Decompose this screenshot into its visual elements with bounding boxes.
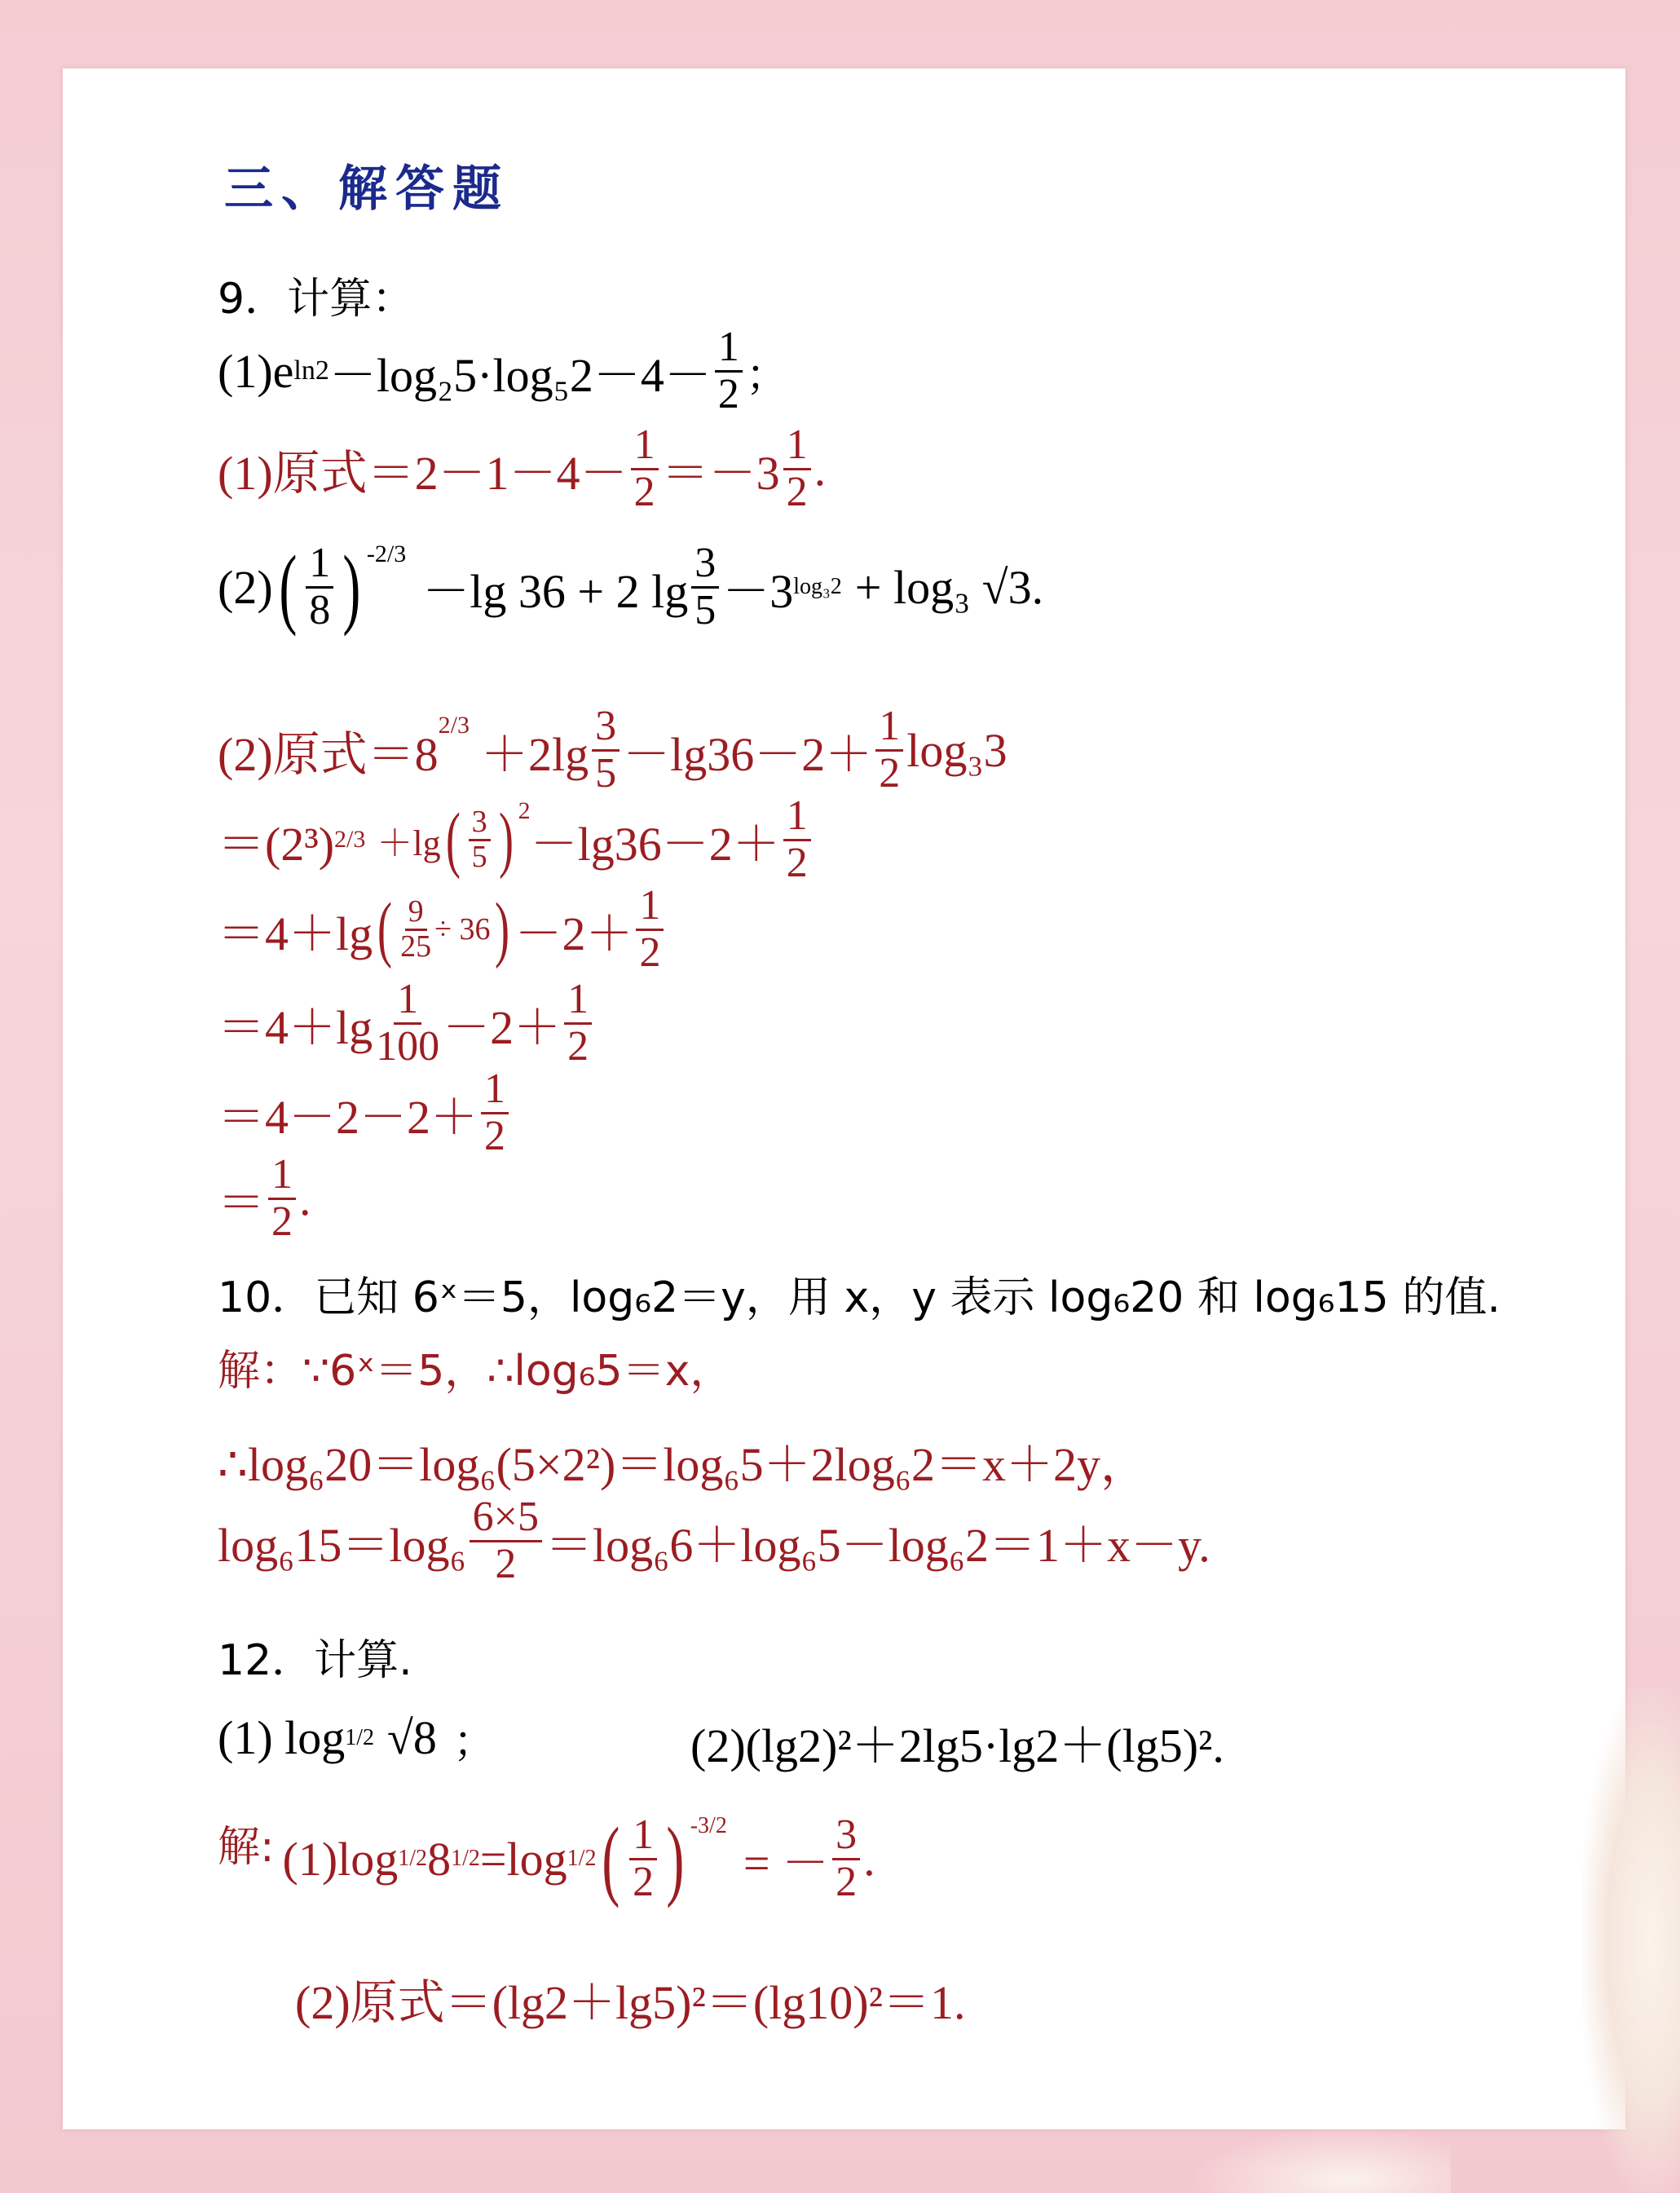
q9-label [218,264,414,325]
section-title: 三、解答题 [224,161,509,218]
q12-answer2: (2)原式＝(lg2＋lg5)²＝(lg10)²＝1. [295,1976,966,2029]
q12-label: 12．计算. [218,1636,412,1685]
q9-answer2-line4: ＝4＋lg $\frac{1}{100}$ －2＋ $\frac{1}{2}$ [218,977,595,1069]
q9-p2-mid: －lg 36 + 2 lg [422,565,689,619]
q9-p2-end: + log₃ √3. [854,560,1044,614]
fraction-one-eighth: $\frac{1}{8}$ [306,541,333,633]
flower-decoration-bottom [1190,2128,1451,2193]
fraction-half: $\frac{1}{2}$ [631,423,659,514]
q9-answer2-line2: ＝(2³) 2/3 ＋lg ( $\frac{3}{5}$ ) 2 －lg36－2＋ $\frac{1}{2}$ [218,794,814,885]
q12-answer1: 解: (1)log 1/2 8 1/2 =log 1/2 ( $\frac{1}{2}$ ) -3/2 = － $\frac{3}{2}$ . [218,1809,875,1909]
q12-part1: (1) log 1/2 √8 ； [218,1711,496,1767]
q9-a1-end: . [814,442,827,496]
q9-a1-lead: (1)原式＝2－1－4－ [218,447,628,501]
q9-answer2-line1: (2)原式＝8 2/3 ＋2lg $\frac{3}{5}$ －lg36－2＋ $\frac{1}{2}$ log₃3 [218,703,1008,796]
q12-part2: (2)(lg2)²＋2lg5·lg2＋(lg5)². [690,1719,1224,1772]
q9-a1-mid: ＝－3 [661,447,780,501]
q9-p1-text: (1)e [218,344,294,398]
q9-answer2-line3: ＝4＋lg ( $\frac{9}{25}$ ÷ 36 ) －2＋ $\frac{1}{2}$ [218,884,667,975]
q9-p1-end: ； [745,351,788,400]
q10-solution-line1: 解：∵6ˣ＝5，∴log₆5＝x， [218,1347,733,1396]
fraction-three-fifths: $\frac{3}{5}$ [691,541,719,633]
worksheet-page [63,68,1625,2129]
q9-answer2-line5: ＝4－2－2＋ $\frac{1}{2}$ [218,1067,512,1158]
q9-p2-pow: －3 [722,565,794,619]
q10-solution-line3: log₆15＝log₆ $\frac{6\times 5}{2}$ ＝log₆6＋log₆5－log₆2＝1＋x－y. [218,1494,1210,1587]
q9-answer2-line6: ＝ $\frac{1}{2}$ . [218,1151,311,1245]
q9-answer1 [218,423,826,514]
q10-solution-line2: ∴log₆20＝log₆(5×2²)＝log₆5＋2log₆2＝x＋2y， [218,1438,1148,1491]
fraction-half: $\frac{1}{2}$ [715,325,743,417]
q10-label: 10．已知 6ˣ＝5，log₆2＝y，用 x，y 表示 log₆20 和 log₆15 的值. [218,1273,1501,1322]
fraction-half: $\frac{1}{2}$ [783,423,811,514]
q9-part1: (1)e ln2 －log₂5·log₅2－4－ $\frac{1}{2}$ ； [218,324,788,417]
flower-decoration [1582,1688,1680,2193]
q9-label-text: 9．计算： [218,275,415,324]
q9-part2: (2) ( $\frac{1}{8}$ ) -2/3 －lg 36 + 2 lg $\frac{3}{5}$ －3 log₃2 + log₃ √3. [218,537,1044,638]
q9-p1-rest: －log₂5·log₅2－4－ [329,349,712,403]
